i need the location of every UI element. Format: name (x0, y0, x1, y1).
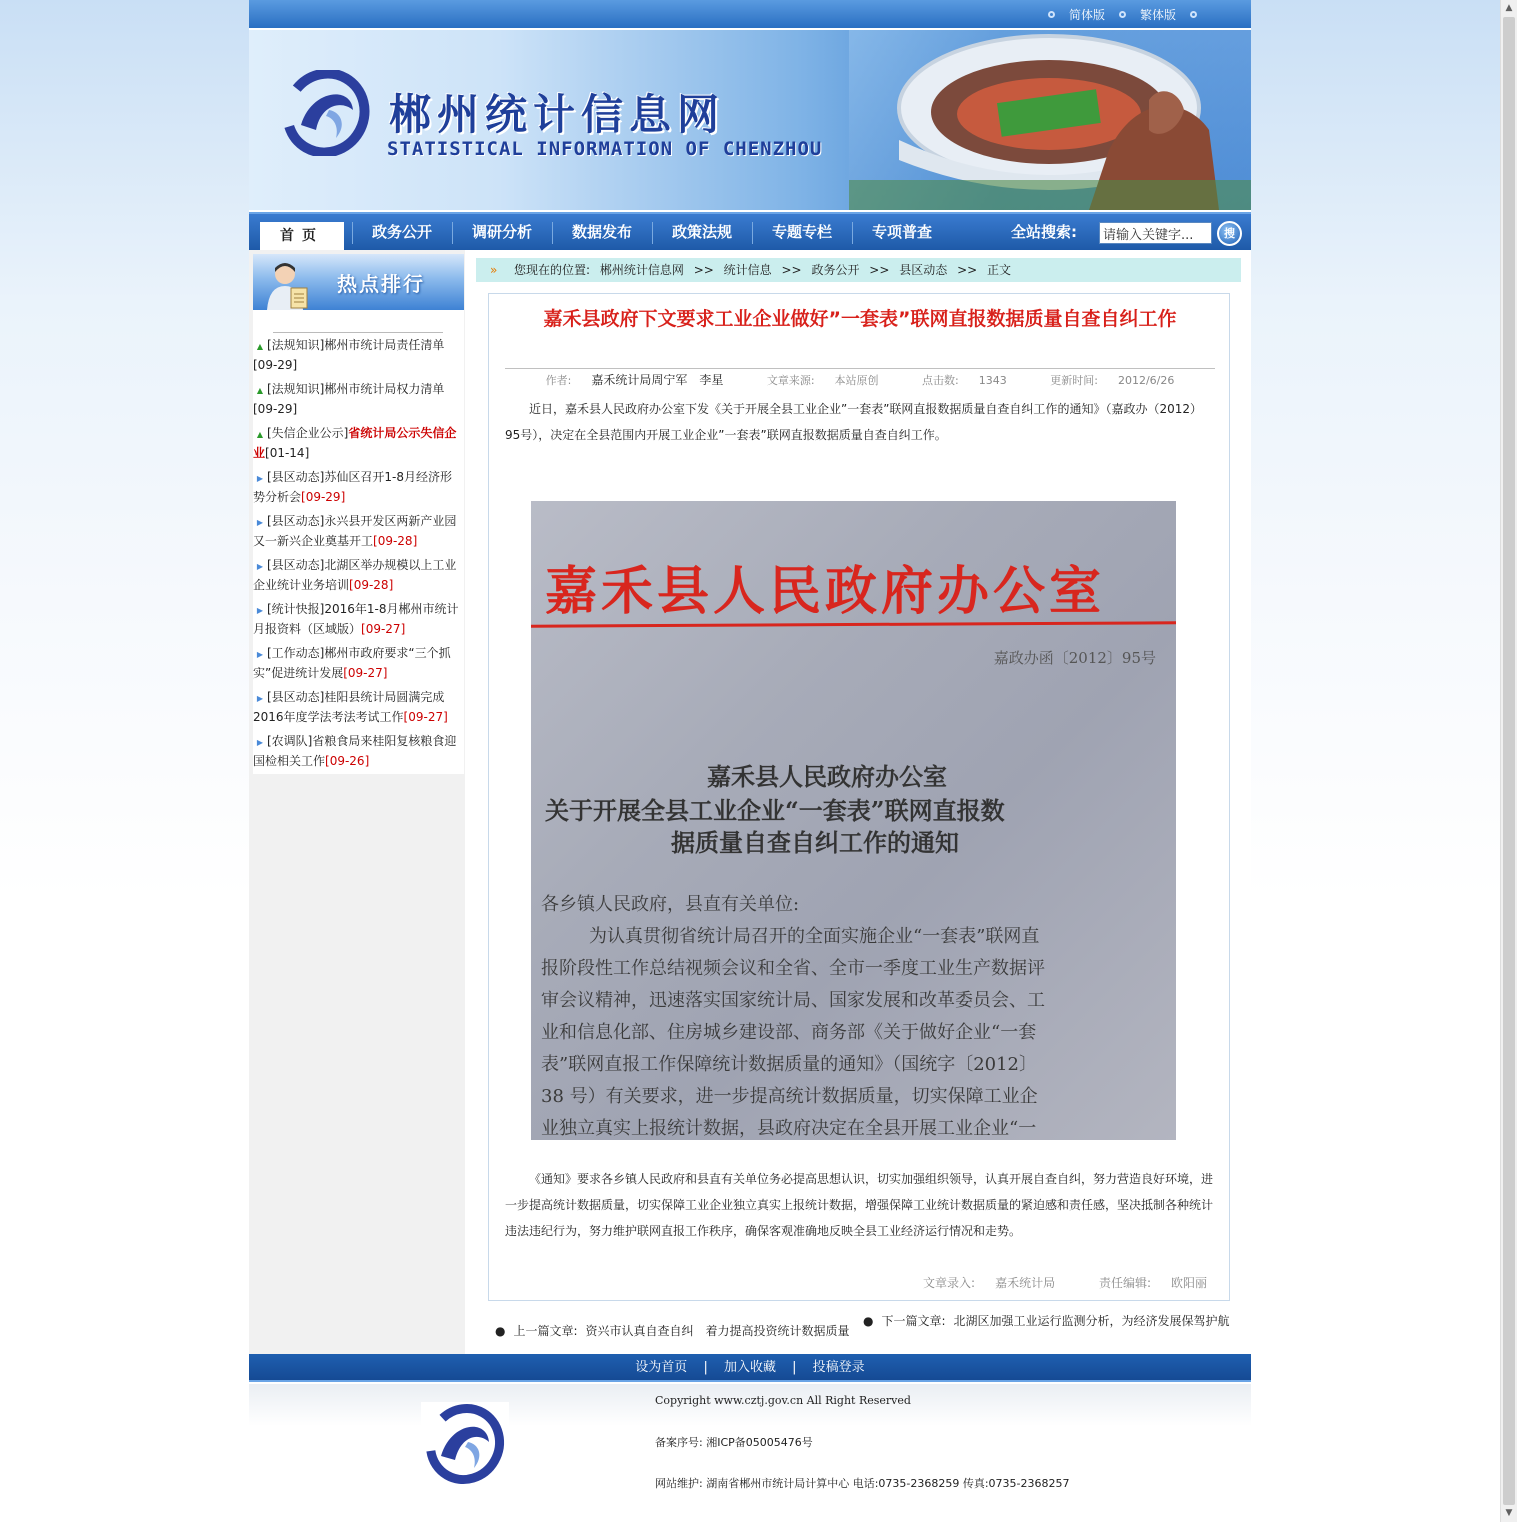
site-logo-icon (281, 70, 371, 156)
search-button[interactable]: 搜 (1217, 221, 1242, 246)
stadium-image (849, 30, 1251, 210)
article-meta (489, 372, 1231, 389)
list-item[interactable] (253, 424, 464, 468)
nav-census[interactable]: 专项普查 (871, 223, 932, 241)
editor-value: 欧阳丽 (1170, 1276, 1207, 1290)
breadcrumb-trail (514, 258, 1011, 282)
document-number: 嘉政办函〔2012〕95号 (993, 649, 1156, 667)
document-line: 为认真贯彻省统计局召开的全面实施企业“一套表”联网直 (589, 926, 1040, 947)
item-title[interactable]: 省统计局公示失信企业 (253, 426, 457, 460)
bullet-icon (1119, 11, 1126, 18)
document-title-line: 据质量自查自纠工作的通知 (671, 828, 959, 857)
arrow-right-icon: ▶ (256, 694, 264, 703)
arrow-up-icon: ▲ (256, 430, 264, 439)
entry-value: 嘉禾统计局 (995, 1276, 1056, 1290)
item-tag[interactable]: [县区动态] (267, 514, 325, 528)
hot-ranking-header (253, 254, 464, 310)
prev-label: 上一篇文章: (513, 1324, 578, 1338)
item-date: [09-28] (373, 534, 418, 548)
list-item[interactable] (253, 468, 464, 512)
nav-policy[interactable]: 政策法规 (671, 223, 732, 241)
footer-separator: | (703, 1360, 708, 1375)
source-value: 本站原创 (834, 374, 879, 387)
list-item[interactable] (253, 600, 464, 644)
item-date: [09-27] (361, 622, 406, 636)
hot-ranking-list (253, 336, 464, 776)
language-switch (1034, 0, 1211, 28)
source-label: 文章来源: (766, 374, 815, 387)
set-homepage-link[interactable]: 设为首页 (635, 1360, 688, 1375)
document-salutation: 各乡镇人民政府，县直有关单位: (541, 894, 800, 915)
footer (249, 1384, 1251, 1504)
arrow-up-icon: ▲ (256, 342, 264, 351)
list-item[interactable] (253, 556, 464, 600)
next-label: 下一篇文章: (881, 1314, 946, 1328)
bullet-icon: ● (495, 1324, 506, 1338)
page (249, 0, 1251, 1504)
breadcrumb-prefix: 您现在的位置: (514, 263, 591, 277)
list-item[interactable] (253, 732, 464, 776)
article-footer (883, 1274, 1207, 1291)
site-subtitle: STATISTICAL INFORMATION OF CHENZHOU (387, 138, 823, 160)
main-nav (249, 212, 1251, 250)
top-strip (249, 0, 1251, 28)
next-article-link[interactable]: 北湖区加强工业运行监测分析，为经济发展保驾护航 (953, 1314, 1230, 1328)
item-tag[interactable]: [失信企业公示] (267, 426, 349, 440)
item-date: [09-27] (403, 710, 448, 724)
item-title[interactable]: 郴州市政府要求“三个抓实”促进统计发展 (253, 646, 451, 680)
document-title-line: 嘉禾县人民政府办公室 (707, 762, 947, 791)
item-title[interactable]: 苏仙区召开1-8月经济形势分析会 (253, 470, 452, 504)
list-item[interactable] (253, 688, 464, 732)
arrow-right-icon: ▶ (256, 650, 264, 659)
item-tag[interactable]: [法规知识] (267, 338, 325, 352)
site-banner (249, 30, 1251, 210)
breadcrumb-current: 正文 (987, 263, 1012, 277)
document-line: 报阶段性工作总结视频会议和全省、全市一季度工业生产数据评 (541, 958, 1045, 979)
document-line: 表”联网直报工作保障统计数据质量的通知》（国统字〔2012〕 (541, 1054, 1038, 1075)
item-title[interactable]: 2016年1-8月郴州市统计月报资料（区域版） (253, 602, 459, 636)
add-favorite-link[interactable]: 加入收藏 (723, 1360, 776, 1375)
prev-article (495, 1320, 850, 1342)
arrow-right-icon: ▶ (256, 738, 264, 747)
divider (505, 368, 1215, 369)
breadcrumb-gov-affairs-link[interactable]: 政务公开 (811, 263, 860, 277)
document-body (541, 889, 1176, 1140)
nav-special-topics[interactable]: 专题专栏 (771, 223, 832, 241)
item-title[interactable]: 永兴县开发区两新产业园又一新兴企业奠基开工 (253, 514, 457, 548)
footer-separator: | (792, 1360, 797, 1375)
item-title[interactable]: 郴州市统计局责任清单 (324, 338, 445, 352)
item-date: [01-14] (265, 446, 310, 460)
double-chevron-icon: » (490, 263, 498, 277)
article-paragraph: 近日，嘉禾县人民政府办公室下发《关于开展全县工业企业”一套表”联网直报数据质量自查自纠工作的通知》（嘉政办（2012）95号），决定在全县范围内开展工业企业”一套表”联网直报数据质量自查自纠工作。 (505, 402, 1202, 442)
arrow-right-icon: ▶ (256, 518, 264, 527)
item-tag[interactable]: [统计快报] (267, 602, 325, 616)
item-tag[interactable]: [县区动态] (267, 690, 325, 704)
article-paragraph: 《通知》要求各乡镇人民政府和县直有关单位务必提高思想认识，切实加强组织领导，认真开展自查自纠，努力营造良好环境，进一步提高统计数据质量，切实保障工业企业独立真实上报统计数据，增强保障工业统计数据质量的紧迫感和责任感，坚决抵制各种统计违法违纪行为，努力维护联网直报工作秩序，确保客观准确地反映全县工业经济运行情况和走势。 (505, 1172, 1214, 1238)
item-tag[interactable]: [农调队] (267, 734, 313, 748)
hot-ranking-title: 热点排行 (337, 272, 425, 296)
item-tag[interactable]: [工作动态] (267, 646, 325, 660)
scrollbar-thumb[interactable] (1503, 17, 1515, 1505)
breadcrumb-separator: >> (957, 263, 978, 277)
nav-home[interactable]: 首页 (260, 222, 344, 252)
item-date: [09-29] (301, 490, 346, 504)
next-article (863, 1310, 1233, 1332)
bullet-icon (1190, 11, 1197, 18)
document-line: 审会议精神，迅速落实国家统计局、国家发展和改革委员会、工 (541, 990, 1045, 1011)
breadcrumb-home-link[interactable]: 郴州统计信息网 (599, 263, 684, 277)
hits-label: 点击数: (922, 374, 959, 387)
nav-research[interactable]: 调研分析 (471, 223, 532, 241)
copyright: Copyright www.cztj.gov.cn All Right Reserved (655, 1394, 911, 1407)
site-title: 郴州统计信息网 (389, 90, 726, 139)
updated-label: 更新时间: (1050, 374, 1098, 387)
breadcrumb-separator: >> (781, 263, 802, 277)
search-input[interactable] (1099, 222, 1212, 244)
document-title-line: 关于开展全县工业企业“一套表”联网直报数 (545, 796, 1005, 825)
updated-value: 2012/6/26 (1117, 374, 1175, 387)
hits-value: 1343 (978, 374, 1007, 387)
breadcrumb-separator: >> (869, 263, 890, 277)
author-value: 嘉禾统计局周宁军 李星 (591, 373, 724, 387)
editor-label: 责任编辑: (1098, 1276, 1151, 1290)
breadcrumb (476, 258, 1241, 282)
article-title: 嘉禾县政府下文要求工业企业做好”一套表”联网直报数据质量自查自纠工作 (543, 308, 1177, 330)
list-item[interactable] (253, 336, 464, 380)
item-date: [09-28] (349, 578, 394, 592)
document-line: 业和信息化部、住房城乡建设部、商务部《关于做好企业“一套 (541, 1022, 1037, 1043)
footer-logo-icon (421, 1402, 509, 1486)
divider (273, 332, 443, 333)
prev-article-link[interactable]: 资兴市认真自查自纠 着力提高投资统计数据质量 (585, 1324, 850, 1338)
document-line: 38 号）有关要求，进一步提高统计数据质量，切实保障工业企 (541, 1086, 1038, 1107)
document-header: 嘉禾县人民政府办公室 (545, 561, 1106, 622)
nav-data-release[interactable]: 数据发布 (571, 223, 632, 241)
icp-number: 备案序号: 湘ICP备05005476号 (655, 1436, 813, 1449)
list-item[interactable] (253, 644, 464, 688)
item-title[interactable]: 郴州市统计局权力清单 (324, 382, 445, 396)
submit-login-link[interactable]: 投稿登录 (812, 1360, 865, 1375)
author-label: 作者: (545, 374, 572, 387)
bullet-icon (1048, 11, 1055, 18)
maintenance-info: 网站维护: 湖南省郴州市统计局计算中心 电话:0735-2368259 传真:0735-2368257 (655, 1477, 1070, 1490)
item-tag[interactable]: [县区动态] (267, 558, 325, 572)
scroll-up-icon[interactable]: ▲ (1505, 3, 1513, 13)
breadcrumb-stat-info-link[interactable]: 统计信息 (723, 263, 772, 277)
item-title[interactable]: 省粮食局来桂阳复核粮食迎国检相关工作 (253, 734, 457, 768)
article (488, 293, 1230, 1301)
list-item[interactable] (253, 512, 464, 556)
simplified-link[interactable]: 简体版 (1068, 7, 1105, 22)
document-photo (531, 501, 1176, 1140)
item-date: [09-29] (253, 402, 298, 416)
scroll-down-icon[interactable]: ▼ (1505, 1508, 1513, 1518)
item-title[interactable]: 北湖区举办规模以上工业企业统计业务培训 (253, 558, 457, 592)
list-item[interactable] (253, 380, 464, 424)
breadcrumb-separator: >> (693, 263, 714, 277)
document-line: 业独立真实上报统计数据，县政府决定在全县开展工业企业“一 (541, 1118, 1037, 1139)
arrow-right-icon: ▶ (256, 606, 264, 615)
main-content (465, 250, 1251, 1354)
nav-government-affairs[interactable]: 政务公开 (371, 223, 432, 241)
item-tag[interactable]: [县区动态] (267, 470, 325, 484)
person-icon (261, 258, 313, 310)
item-date: [09-29] (253, 358, 298, 372)
hot-ranking-panel (253, 254, 464, 774)
bullet-icon: ● (863, 1314, 874, 1328)
traditional-link[interactable]: 繁体版 (1139, 7, 1176, 22)
sidebar (249, 250, 465, 1354)
item-tag[interactable]: [法规知识] (267, 382, 325, 396)
item-date: [09-27] (343, 666, 388, 680)
window-scrollbar[interactable] (1500, 0, 1517, 1522)
arrow-right-icon: ▶ (256, 474, 264, 483)
arrow-right-icon: ▶ (256, 562, 264, 571)
item-date: [09-26] (325, 754, 370, 768)
item-title[interactable]: 桂阳县统计局圆满完成2016年度学法考法考试工作 (253, 690, 445, 724)
arrow-up-icon: ▲ (256, 386, 264, 395)
breadcrumb-county-news-link[interactable]: 县区动态 (899, 263, 948, 277)
search-label: 全站搜索: (1011, 223, 1077, 241)
entry-label: 文章录入: (923, 1276, 976, 1290)
footer-links (249, 1354, 1251, 1382)
